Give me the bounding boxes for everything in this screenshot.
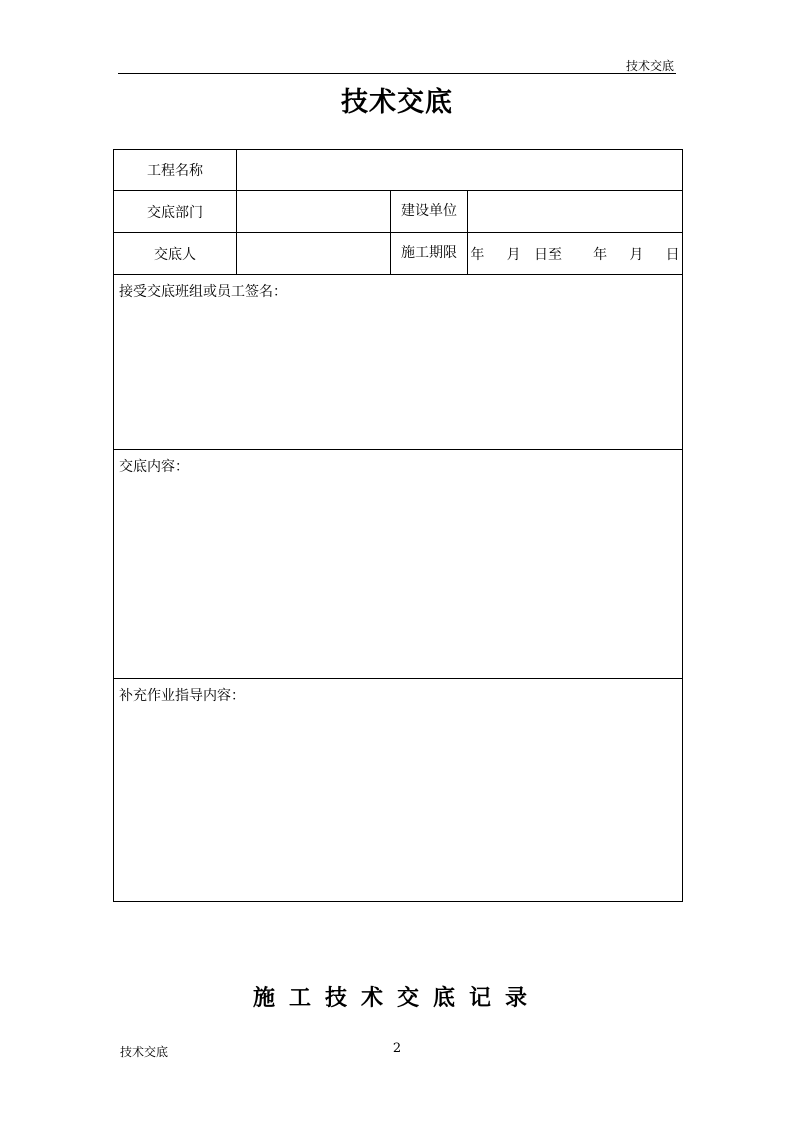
header-divider — [118, 73, 676, 74]
builder-field[interactable] — [468, 191, 683, 233]
row-project-name — [114, 150, 683, 191]
department-label: 交底部门 — [114, 191, 237, 233]
supplement-label: 补充作业指导内容： — [119, 688, 245, 704]
row-department — [114, 191, 683, 233]
supplement-area[interactable] — [114, 679, 683, 902]
person-label: 交底人 — [114, 233, 237, 275]
builder-label: 建设单位 — [391, 191, 468, 233]
signature-label: 接受交底班组或员工签名： — [119, 284, 287, 300]
record-title: 施工技术交底记录 — [252, 985, 541, 1011]
row-content — [114, 450, 683, 679]
project-name-field[interactable] — [237, 150, 683, 191]
footer-text: 技术交底 — [120, 1045, 169, 1059]
project-name-label: 工程名称 — [114, 150, 237, 191]
department-field[interactable] — [237, 191, 391, 233]
running-header: 技术交底 — [625, 59, 674, 73]
handover-form — [113, 149, 683, 902]
row-supplement — [114, 679, 683, 902]
content-area[interactable] — [114, 450, 683, 679]
period-label: 施工期限 — [391, 233, 468, 275]
content-label: 交底内容： — [119, 459, 189, 475]
row-person — [114, 233, 683, 275]
row-signature — [114, 275, 683, 450]
signature-area[interactable] — [114, 275, 683, 450]
person-field[interactable] — [237, 233, 391, 275]
page-number: 2 — [392, 1041, 402, 1056]
document-title: 技术交底 — [341, 87, 453, 118]
period-field[interactable]: 年 月 日至 年 月 日 — [468, 233, 683, 275]
